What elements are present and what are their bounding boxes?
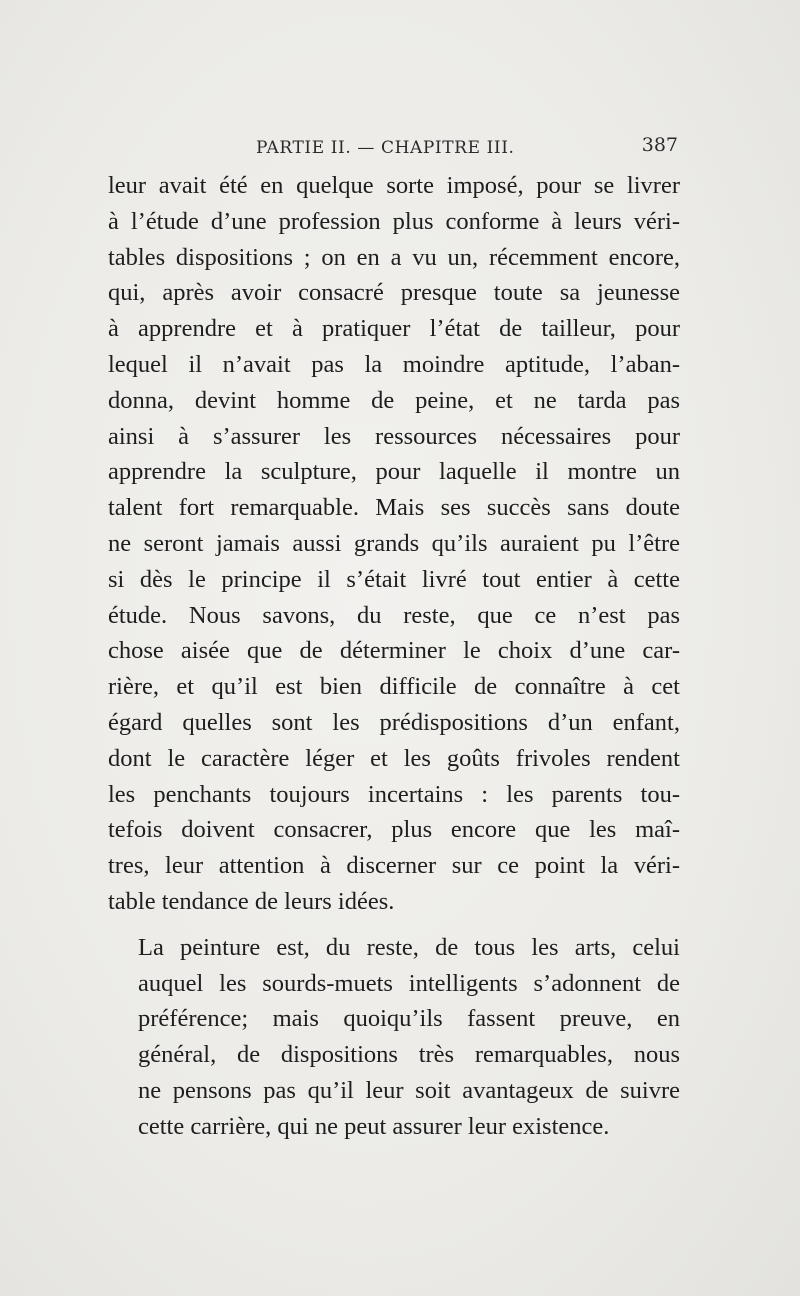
text-line: qui, après avoir consacré presque toute sa jeunesse [108,279,680,307]
text-line: talent fort remarquable. Mais ses succès sans doute [108,494,680,522]
text-line: tefois doivent consacrer, plus encore que les maî- [108,816,680,844]
text-line: égard quelles sont les prédispositions d’un enfant, [108,708,680,736]
text-line: lequel il n’avait pas la moindre aptitude, l’aban- [108,350,680,378]
text-line: dont le caractère léger et les goûts frivoles rendent [108,744,680,772]
text-line: cette carrière, qui ne peut assurer leur existence. [138,1112,610,1140]
text-line: ainsi à s’assurer les ressources nécessaires pour [108,422,680,450]
text-line: ne seront jamais aussi grands qu’ils auraient pu l’être [108,529,680,557]
text-line: auquel les sourds-muets intelligents s’adonnent de [138,969,680,997]
text-line: à l’étude d’une profession plus conforme à leurs véri- [108,207,680,235]
text-line: si dès le principe il s’était livré tout entier à cette [108,565,680,593]
text-line: ne pensons pas qu’il leur soit avantageux de suivre [138,1076,680,1104]
paragraph-1 [108,168,680,920]
text-line: étude. Nous savons, du reste, que ce n’est pas [108,601,680,629]
text-line: apprendre la sculpture, pour laquelle il montre un [108,458,680,486]
text-line: rière, et qu’il est bien difficile de connaître à cet [108,673,680,701]
text-line: chose aisée que de déterminer le choix d’une car- [108,637,680,665]
paragraph-2 [108,930,680,1145]
text-line: général, de dispositions très remarquables, nous [138,1041,680,1069]
running-head: PARTIE II. — CHAPITRE III. [256,138,515,158]
page-number: 387 [641,134,678,156]
text-line: tables dispositions ; on en a vu un, récemment encore, [108,243,680,271]
text-line: tres, leur attention à discerner sur ce point la véri- [108,852,680,880]
text-line: donna, devint homme de peine, et ne tarda pas [108,386,680,414]
text-line: leur avait été en quelque sorte imposé, pour se livrer [108,172,680,199]
text-line: préférence; mais quoiqu’ils fassent preuve, en [138,1005,680,1033]
text-line: La peinture est, du reste, de tous les arts, celui [138,933,680,961]
text-line: à apprendre et à pratiquer l’état de tailleur, pour [108,315,680,343]
body-text [108,168,680,1145]
text-line: les penchants toujours incertains : les parents tou- [108,780,680,808]
page-header [108,134,680,164]
text-line: table tendance de leurs idées. [108,887,395,915]
